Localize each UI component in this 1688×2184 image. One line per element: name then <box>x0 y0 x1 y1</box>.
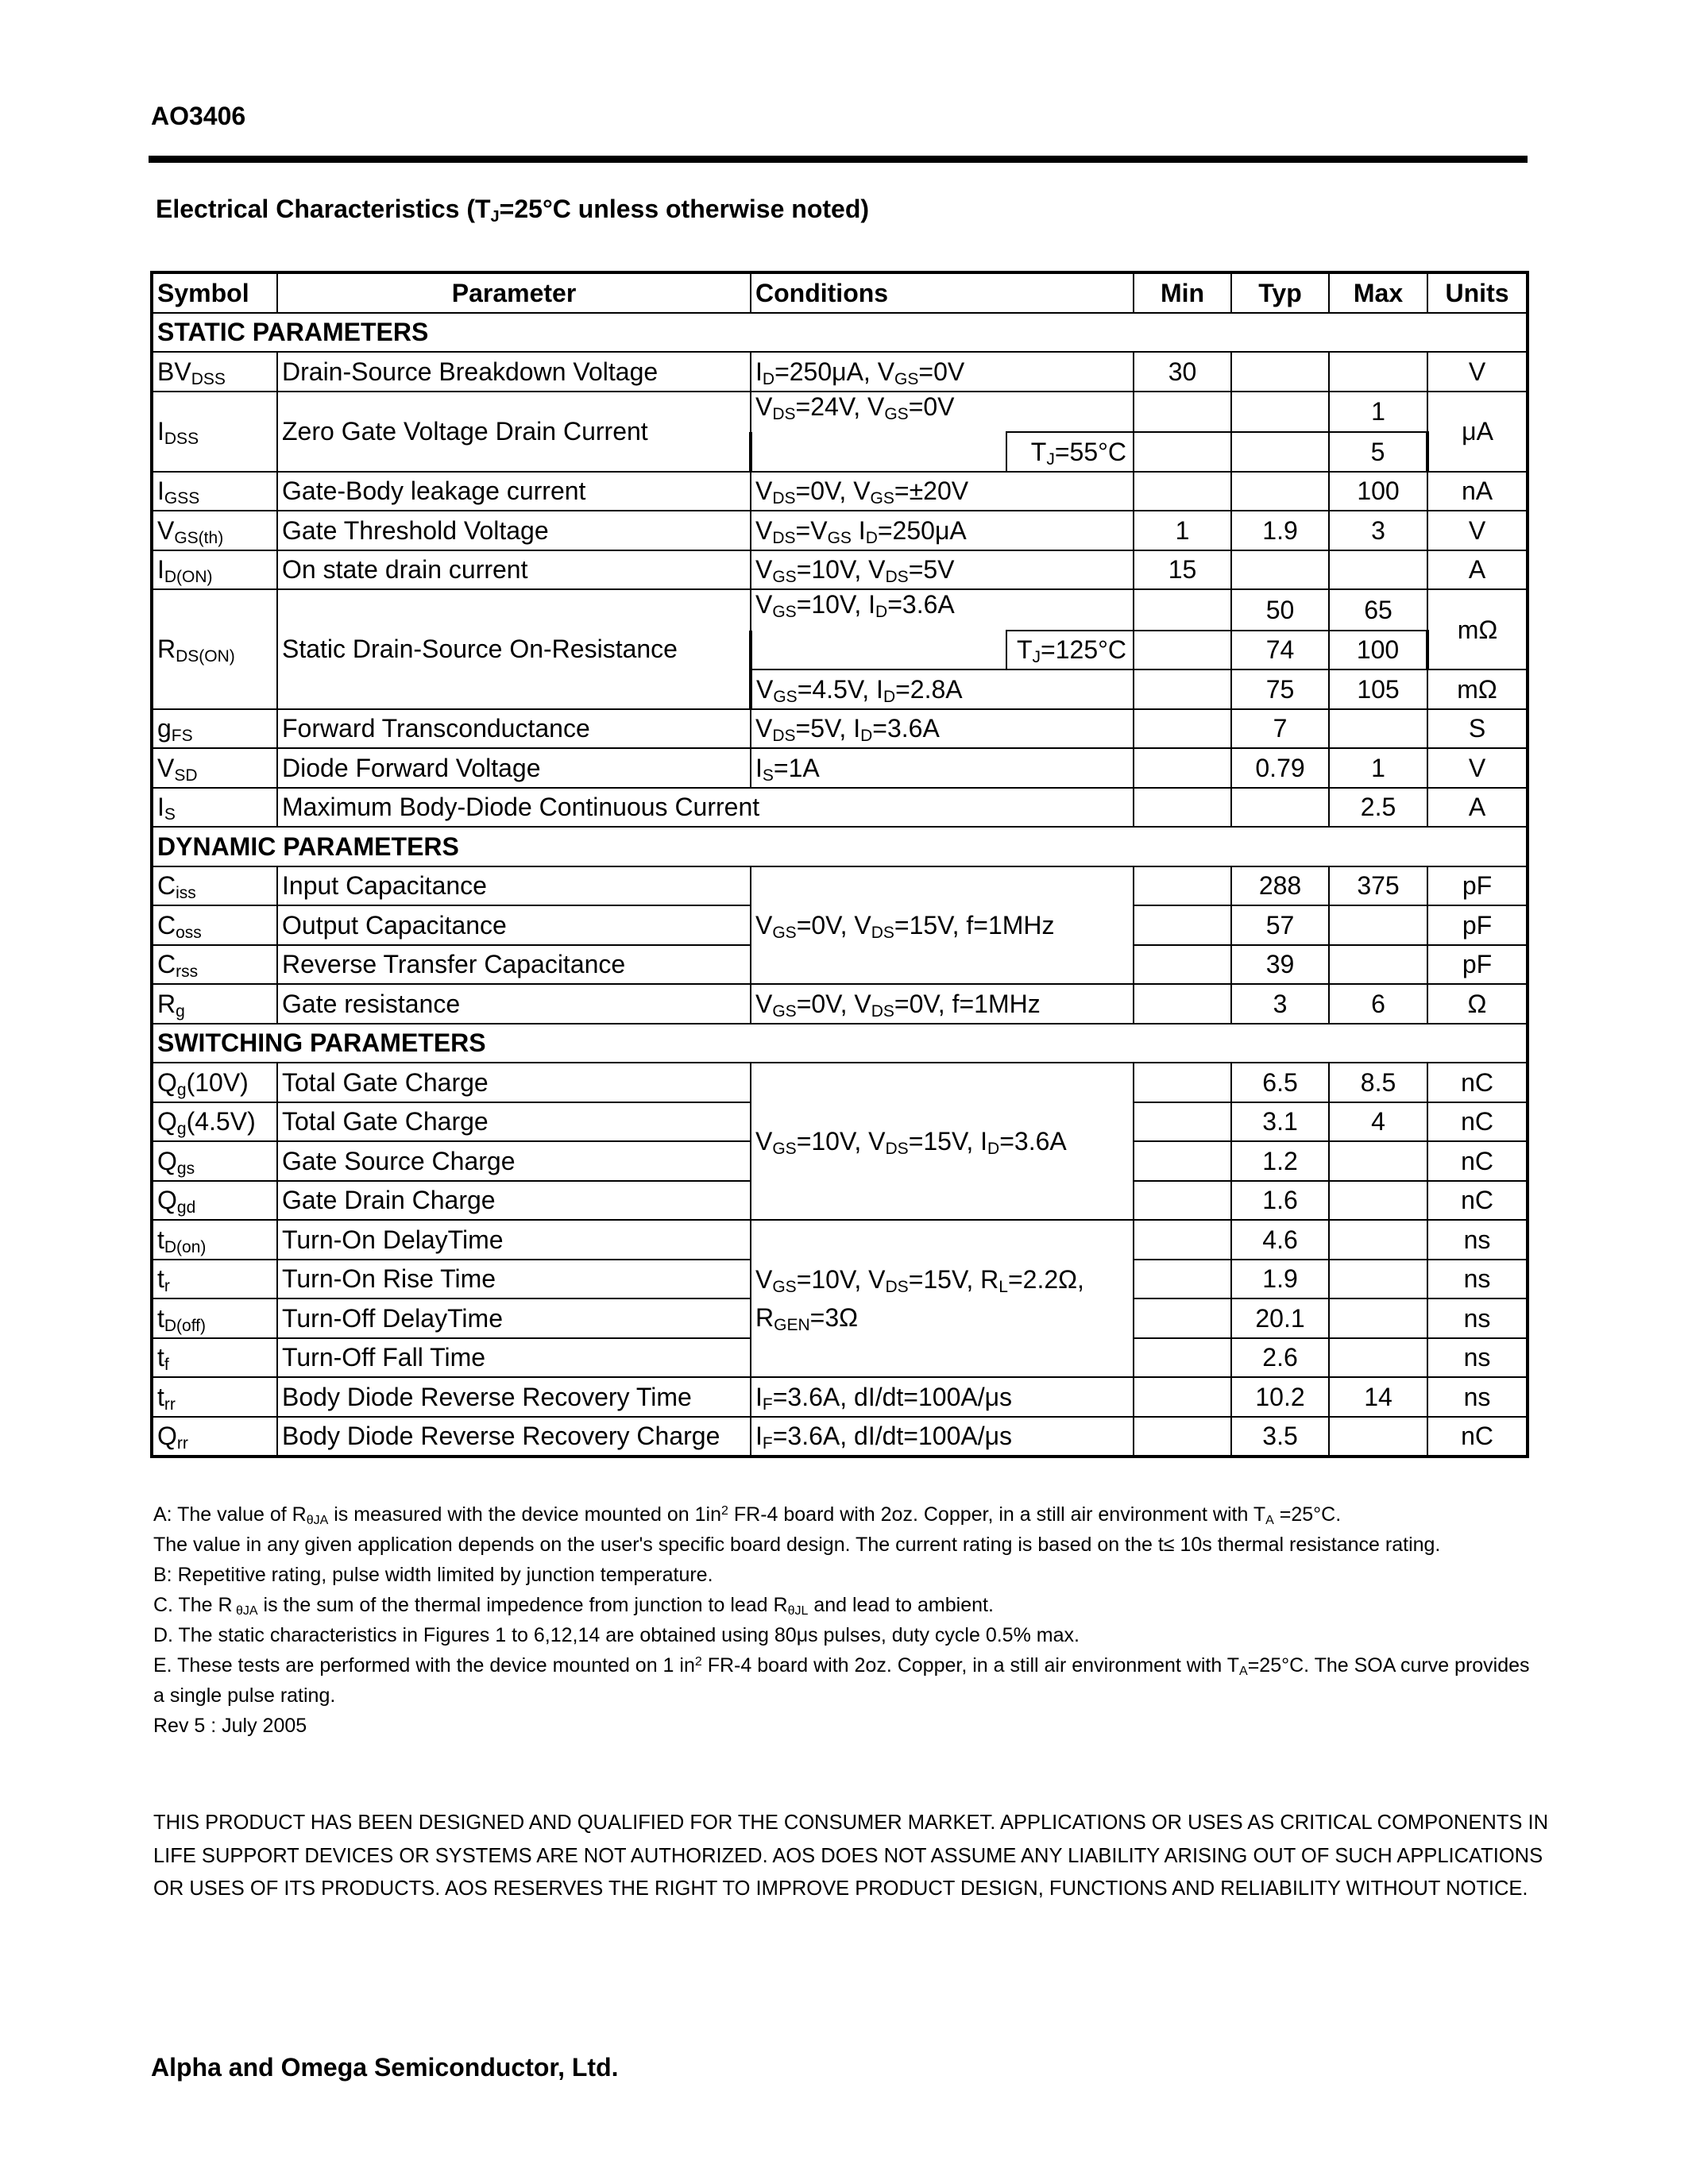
typ-cell: 1.9 <box>1231 1260 1329 1299</box>
parameter-cell: Gate Source Charge <box>277 1141 751 1181</box>
table-row <box>152 589 1528 631</box>
typ-cell <box>1231 788 1329 828</box>
disclaimer-text: THIS PRODUCT HAS BEEN DESIGNED AND QUALIFIED FOR THE CONSUMER MARKET. APPLICATIONS OR USES AS CRITICAL COMPONENTS IN LIFE SUPPORT DEVICES OR SYSTEMS ARE NOT AUTHORIZED. AOS DOES NOT ASSUME ANY LIABILITY ARISING OUT OF SUCH APPLICATIONS OR USES OF ITS PRODUCTS. AOS RESERVES THE RIGHT TO IMPROVE PRODUCT DESIGN, FUNCTIONS AND RELIABILITY WITHOUT NOTICE. <box>153 1812 1549 1900</box>
units-cell: A <box>1427 788 1528 828</box>
page-header-part-number: AO3406 <box>151 102 246 130</box>
table-header-row <box>152 272 1528 313</box>
symbol-cell: $Q_g(4.5V)$ <box>152 1102 277 1142</box>
parameter-cell: Gate-Body leakage current <box>277 472 751 511</box>
typ-cell: 57 <box>1231 905 1329 945</box>
parameter-cell: Static Drain-Source On-Resistance <box>277 589 751 709</box>
table-row <box>152 550 1528 590</box>
symbol-cell: $C_{rss}$ <box>152 945 277 985</box>
table-row <box>152 352 1528 392</box>
parameter-cell: Total Gate Charge <box>277 1063 751 1102</box>
symbol-cell: $Q_{rr}$ <box>152 1417 277 1457</box>
typ-cell <box>1231 432 1329 472</box>
note-b: B: Repetitive rating, pulse width limited by junction temperature. <box>153 1564 713 1586</box>
typ-cell <box>1231 352 1329 392</box>
min-cell <box>1134 866 1231 906</box>
symbol-cell: $I_{D(ON)}$ <box>152 550 277 590</box>
symbol-cell: $t_{rr}$ <box>152 1377 277 1417</box>
footer-company: Alpha and Omega Semiconductor, Ltd. <box>151 2053 619 2082</box>
symbol-cell: $C_{oss}$ <box>152 905 277 945</box>
table-row <box>152 984 1528 1024</box>
table-row <box>152 1220 1528 1260</box>
typ-cell: 4.6 <box>1231 1220 1329 1260</box>
min-cell <box>1134 1102 1231 1142</box>
max-cell: 65 <box>1329 589 1427 631</box>
units-cell: Ω <box>1427 984 1528 1024</box>
max-cell <box>1329 550 1427 590</box>
max-cell <box>1329 1181 1427 1221</box>
min-cell <box>1134 1417 1231 1457</box>
section-row-static <box>152 313 1528 353</box>
col-header-symbol: Symbol <box>152 272 277 313</box>
typ-cell: 1.9 <box>1231 511 1329 550</box>
table-row <box>152 709 1528 749</box>
col-header-typ: Typ <box>1231 272 1329 313</box>
min-cell <box>1134 432 1231 472</box>
max-cell <box>1329 1338 1427 1378</box>
max-cell: 375 <box>1329 866 1427 906</box>
max-cell: 100 <box>1329 472 1427 511</box>
typ-cell <box>1231 392 1329 433</box>
min-cell: 30 <box>1134 352 1231 392</box>
max-cell <box>1329 709 1427 749</box>
conditions-cell-blank <box>751 631 1006 670</box>
typ-cell: 50 <box>1231 589 1329 631</box>
conditions-cell: $V_{DS}=0V$, $V_{GS}=\pm 20V$ <box>751 472 1134 511</box>
section-dynamic-parameters: DYNAMIC PARAMETERS <box>152 827 1528 866</box>
typ-cell <box>1231 550 1329 590</box>
conditions-cell: $V_{DS}=5V$, $I_D=3.6A$ <box>751 709 1134 749</box>
typ-cell: 3.1 <box>1231 1102 1329 1142</box>
units-cell: ns <box>1427 1220 1528 1260</box>
min-cell <box>1134 984 1231 1024</box>
min-cell <box>1134 1063 1231 1102</box>
max-cell <box>1329 1260 1427 1299</box>
parameter-cell: Gate Drain Charge <box>277 1181 751 1221</box>
typ-cell <box>1231 472 1329 511</box>
revision-note: Rev 5 : July 2005 <box>153 1715 307 1737</box>
parameter-cell: Body Diode Reverse Recovery Time <box>277 1377 751 1417</box>
min-cell <box>1134 1141 1231 1181</box>
units-cell: S <box>1427 709 1528 749</box>
note-e: E. These tests are performed with the device mounted on 1 $in^2$ FR-4 board with 2oz. Copper, in a still air environment with $T_A=25^\circ C$. The SOA curve provides a single pulse rating. <box>153 1654 1530 1707</box>
table-title: Electrical Characteristics ($T_J=25^\circ C$ unless otherwise noted) <box>156 195 870 226</box>
units-cell: A <box>1427 550 1528 590</box>
section-row-dynamic <box>152 827 1528 866</box>
note-a: A: The value of $R_{\theta JA}$ is measured with the device mounted on $1in^2$ FR-4 board with 2oz. Copper, in a still air environment with $T_A =25^\circ C$. The value in any given application depends on the user's specific board design. The current rating is based on the t≤ 10s thermal resistance rating. <box>153 1503 1441 1556</box>
parameter-cell: Input Capacitance <box>277 866 751 906</box>
table-row <box>152 788 1528 828</box>
max-cell: 1 <box>1329 392 1427 433</box>
max-cell: 6 <box>1329 984 1427 1024</box>
max-cell <box>1329 1298 1427 1338</box>
symbol-cell: $Q_{gs}$ <box>152 1141 277 1181</box>
symbol-cell: $t_r$ <box>152 1260 277 1299</box>
typ-cell: 3 <box>1231 984 1329 1024</box>
max-cell: 4 <box>1329 1102 1427 1142</box>
min-cell <box>1134 631 1231 670</box>
units-cell: V <box>1427 511 1528 550</box>
electrical-characteristics-table <box>150 271 1529 1458</box>
symbol-cell: $R_g$ <box>152 984 277 1024</box>
symbol-cell: $t_{D(off)}$ <box>152 1298 277 1338</box>
temperature-condition-cell: $T_J=125^\circ C$ <box>1006 631 1134 670</box>
conditions-cell: $I_F=3.6A$, dI/dt=100A/μs <box>751 1377 1134 1417</box>
typ-cell: 7 <box>1231 709 1329 749</box>
temperature-condition-cell: $T_J=55^\circ C$ <box>1006 432 1134 472</box>
col-header-max: Max <box>1329 272 1427 313</box>
header-rule <box>149 156 1528 163</box>
conditions-cell-blank <box>751 432 1006 472</box>
max-cell <box>1329 945 1427 985</box>
conditions-cell: $V_{GS}=10V$, $V_{DS}=15V$, $R_L=2.2\Omega$, $R_{GEN}=3\Omega$ <box>751 1220 1134 1377</box>
section-static-parameters: STATIC PARAMETERS <box>152 313 1528 353</box>
symbol-cell: $BV_{DSS}$ <box>152 352 277 392</box>
units-cell: pF <box>1427 866 1528 906</box>
table-row <box>152 392 1528 433</box>
units-cell: V <box>1427 352 1528 392</box>
symbol-cell: $Q_g(10V)$ <box>152 1063 277 1102</box>
table-row <box>152 748 1528 788</box>
units-cell: pF <box>1427 905 1528 945</box>
symbol-cell: $R_{DS(ON)}$ <box>152 589 277 709</box>
table-row <box>152 1417 1528 1457</box>
conditions-cell: $I_F=3.6A$, dI/dt=100A/μs <box>751 1417 1134 1457</box>
symbol-cell: $V_{GS(th)}$ <box>152 511 277 550</box>
typ-cell: 3.5 <box>1231 1417 1329 1457</box>
table-row <box>152 1063 1528 1102</box>
parameter-cell: Turn-On Rise Time <box>277 1260 751 1299</box>
min-cell <box>1134 945 1231 985</box>
note-d: D. The static characteristics in Figures 1 to 6,12,14 are obtained using 80μs pulses, duty cycle 0.5% max. <box>153 1624 1080 1646</box>
max-cell: 5 <box>1329 432 1427 472</box>
min-cell <box>1134 905 1231 945</box>
max-cell: 8.5 <box>1329 1063 1427 1102</box>
units-cell: nC <box>1427 1102 1528 1142</box>
symbol-cell: $Q_{gd}$ <box>152 1181 277 1221</box>
conditions-cell: $V_{GS}=10V$, $V_{DS}=5V$ <box>751 550 1134 590</box>
parameter-cell: Reverse Transfer Capacitance <box>277 945 751 985</box>
conditions-cell: $V_{GS}=0V$, $V_{DS}=15V$, f=1MHz <box>751 866 1134 985</box>
min-cell <box>1134 1298 1231 1338</box>
min-cell: 1 <box>1134 511 1231 550</box>
parameter-cell: Diode Forward Voltage <box>277 748 751 788</box>
units-cell: ns <box>1427 1298 1528 1338</box>
typ-cell: 10.2 <box>1231 1377 1329 1417</box>
conditions-cell: $V_{DS}=24V$, $V_{GS}=0V$ <box>751 392 1134 433</box>
max-cell <box>1329 1220 1427 1260</box>
min-cell <box>1134 589 1231 631</box>
min-cell <box>1134 1377 1231 1417</box>
parameter-cell: Gate Threshold Voltage <box>277 511 751 550</box>
section-switching-parameters: SWITCHING PARAMETERS <box>152 1024 1528 1063</box>
max-cell: 1 <box>1329 748 1427 788</box>
symbol-cell: $t_f$ <box>152 1338 277 1378</box>
typ-cell: 0.79 <box>1231 748 1329 788</box>
min-cell <box>1134 1220 1231 1260</box>
min-cell <box>1134 748 1231 788</box>
parameter-cell: On state drain current <box>277 550 751 590</box>
min-cell: 15 <box>1134 550 1231 590</box>
parameter-cell: Zero Gate Voltage Drain Current <box>277 392 751 472</box>
max-cell <box>1329 1417 1427 1457</box>
units-cell: nC <box>1427 1141 1528 1181</box>
symbol-cell: $V_{SD}$ <box>152 748 277 788</box>
units-cell: ns <box>1427 1338 1528 1378</box>
units-cell: nA <box>1427 472 1528 511</box>
max-cell: 2.5 <box>1329 788 1427 828</box>
parameter-cell: Gate resistance <box>277 984 751 1024</box>
units-cell: μA <box>1427 392 1528 472</box>
conditions-cell: $V_{GS}=10V$, $V_{DS}=15V$, $I_D=3.6A$ <box>751 1063 1134 1220</box>
parameter-cell: Turn-Off DelayTime <box>277 1298 751 1338</box>
units-cell: mΩ <box>1427 589 1528 669</box>
typ-cell: 39 <box>1231 945 1329 985</box>
conditions-cell: $V_{GS}=0V$, $V_{DS}=0V$, f=1MHz <box>751 984 1134 1024</box>
parameter-cell: Output Capacitance <box>277 905 751 945</box>
note-c: C. The R $_{\theta JA}$ is the sum of the thermal impedence from junction to lead $R_{\theta JL}$ and lead to ambient. <box>153 1594 994 1618</box>
min-cell <box>1134 1338 1231 1378</box>
col-header-min: Min <box>1134 272 1231 313</box>
typ-cell: 2.6 <box>1231 1338 1329 1378</box>
disclaimer <box>153 1807 1551 1906</box>
units-cell: nC <box>1427 1063 1528 1102</box>
conditions-cell: $I_D=250\mu A$, $V_{GS}=0V$ <box>751 352 1134 392</box>
parameter-cell: Turn-On DelayTime <box>277 1220 751 1260</box>
footnotes <box>153 1499 1535 1741</box>
min-cell <box>1134 472 1231 511</box>
conditions-cell: $I_S=1A$ <box>751 748 1134 788</box>
typ-cell: 288 <box>1231 866 1329 906</box>
conditions-cell: $V_{GS}=10V$, $I_D=3.6A$ <box>751 589 1134 631</box>
parameter-cell: Forward Transconductance <box>277 709 751 749</box>
max-cell <box>1329 905 1427 945</box>
min-cell <box>1134 392 1231 433</box>
col-header-units: Units <box>1427 272 1528 313</box>
table-row <box>152 511 1528 550</box>
max-cell: 14 <box>1329 1377 1427 1417</box>
min-cell <box>1134 709 1231 749</box>
min-cell <box>1134 669 1231 709</box>
parameter-cell: Turn-Off Fall Time <box>277 1338 751 1378</box>
units-cell: ns <box>1427 1260 1528 1299</box>
units-cell: pF <box>1427 945 1528 985</box>
min-cell <box>1134 788 1231 828</box>
conditions-cell: $V_{GS}=4.5V$, $I_D=2.8A$ <box>751 669 1134 709</box>
symbol-cell: $I_{GSS}$ <box>152 472 277 511</box>
col-header-conditions: Conditions <box>751 272 1134 313</box>
table-row <box>152 866 1528 906</box>
min-cell <box>1134 1260 1231 1299</box>
max-cell <box>1329 352 1427 392</box>
typ-cell: 1.2 <box>1231 1141 1329 1181</box>
max-cell: 100 <box>1329 631 1427 670</box>
symbol-cell: $t_{D(on)}$ <box>152 1220 277 1260</box>
units-cell: nC <box>1427 1181 1528 1221</box>
units-cell: nC <box>1427 1417 1528 1457</box>
typ-cell: 20.1 <box>1231 1298 1329 1338</box>
symbol-cell: $g_{FS}$ <box>152 709 277 749</box>
parameter-cell: Total Gate Charge <box>277 1102 751 1142</box>
typ-cell: 1.6 <box>1231 1181 1329 1221</box>
parameter-cell: Maximum Body-Diode Continuous Current <box>277 788 1134 828</box>
units-cell: V <box>1427 748 1528 788</box>
min-cell <box>1134 1181 1231 1221</box>
section-row-switching <box>152 1024 1528 1063</box>
table-row <box>152 1377 1528 1417</box>
conditions-cell: $V_{DS}=V_{GS}$ $I_D=250\mu A$ <box>751 511 1134 550</box>
parameter-cell: Drain-Source Breakdown Voltage <box>277 352 751 392</box>
typ-cell: 74 <box>1231 631 1329 670</box>
symbol-cell: $I_S$ <box>152 788 277 828</box>
max-cell: 3 <box>1329 511 1427 550</box>
typ-cell: 6.5 <box>1231 1063 1329 1102</box>
parameter-cell: Body Diode Reverse Recovery Charge <box>277 1417 751 1457</box>
max-cell: 105 <box>1329 669 1427 709</box>
units-cell: mΩ <box>1427 669 1528 709</box>
col-header-parameter: Parameter <box>277 272 751 313</box>
max-cell <box>1329 1141 1427 1181</box>
typ-cell: 75 <box>1231 669 1329 709</box>
table-row <box>152 472 1528 511</box>
symbol-cell: $C_{iss}$ <box>152 866 277 906</box>
symbol-cell: $I_{DSS}$ <box>152 392 277 472</box>
units-cell: ns <box>1427 1377 1528 1417</box>
